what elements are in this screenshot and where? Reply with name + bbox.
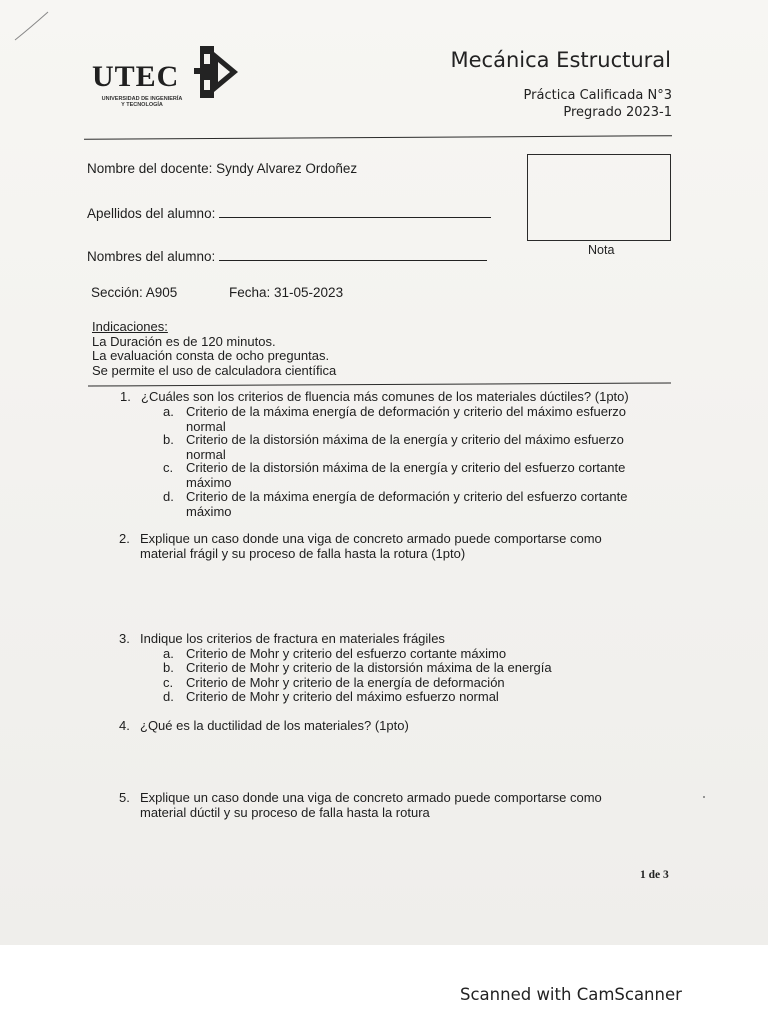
logo-brand: UTEC (92, 60, 180, 93)
header-divider (84, 135, 672, 140)
student-surname-blank[interactable] (219, 205, 491, 218)
logo-subtitle-line1: UNIVERSIDAD DE INGENIERÍA (101, 96, 183, 102)
logo-subtitle-line2: Y TECNOLOGÍA (121, 102, 163, 108)
option-text: Criterio de Mohr y criterio del máximo esfuerzo normal (186, 689, 499, 704)
option-text-cont: normal (186, 418, 226, 434)
question-number: 4. (119, 718, 130, 733)
option-3d[interactable] (163, 689, 499, 705)
option-text-cont: máximo (186, 503, 232, 519)
indications (92, 320, 336, 378)
exam-info (524, 87, 672, 121)
exam-name: Práctica Calificada N°3 (523, 88, 672, 103)
option-letter: c. (163, 460, 174, 475)
student-surname-field[interactable] (87, 205, 491, 221)
student-name-blank[interactable] (219, 248, 487, 261)
option-1d[interactable] (163, 489, 628, 519)
option-text: Criterio de Mohr y criterio de la energía de deformación (186, 675, 505, 690)
camscanner-watermark: Scanned with CamScanner (460, 985, 682, 1004)
option-text: Criterio de la máxima energía de deformación y criterio del esfuerzo cortante (186, 489, 628, 504)
question-text: ¿Qué es la ductilidad de los materiales? (1pto) (140, 718, 409, 733)
question-number: 2. (119, 531, 130, 546)
option-text-cont: normal (186, 446, 226, 462)
scan-speck (703, 796, 705, 798)
option-1a[interactable] (163, 404, 627, 434)
option-text: Criterio de Mohr y criterio del esfuerzo cortante máximo (186, 646, 507, 661)
indications-divider (88, 382, 671, 386)
teacher-name: Nombre del docente: Syndy Alvarez Ordoñez (87, 161, 358, 176)
option-text: Criterio de Mohr y criterio de la distorsión máxima de la energía (186, 660, 552, 675)
indication-line: La evaluación consta de ocho preguntas. (92, 348, 330, 363)
pencil-stroke-mark (12, 10, 52, 50)
grade-box[interactable] (527, 154, 671, 241)
question-text-cont: material dúctil y su proceso de falla hasta la rotura (140, 804, 430, 820)
question-text: Explique un caso donde una viga de concreto armado puede comportarse como (140, 531, 602, 546)
question-5 (119, 790, 602, 820)
question-3 (119, 631, 445, 647)
student-name-label: Nombres del alumno: (87, 249, 216, 264)
indication-line: La Duración es de 120 minutos. (92, 333, 276, 349)
question-text-cont: material frágil y su proceso de falla hasta la rotura (1pto) (140, 545, 466, 561)
option-letter: a. (163, 404, 174, 419)
option-text-cont: máximo (186, 474, 232, 490)
utec-emblem-icon (192, 44, 242, 100)
grade-label: Nota (588, 243, 615, 257)
option-text: Criterio de la máxima energía de deformación y criterio del máximo esfuerzo (186, 404, 627, 419)
option-3b[interactable] (163, 660, 552, 676)
exam-term: Pregrado 2023-1 (563, 105, 672, 120)
option-1b[interactable] (163, 432, 624, 462)
option-letter: b. (163, 660, 174, 675)
logo-subtitle (94, 96, 190, 108)
question-number: 5. (119, 790, 130, 805)
option-letter: a. (163, 646, 174, 661)
student-name-field[interactable] (87, 248, 487, 264)
indications-title: Indicaciones: (92, 319, 168, 334)
indication-line: Se permite el uso de calculadora científica (92, 362, 337, 378)
option-text: Criterio de la distorsión máxima de la energía y criterio del esfuerzo cortante (186, 460, 626, 475)
student-surname-label: Apellidos del alumno: (87, 206, 216, 221)
section-info: Sección: A905 (91, 285, 178, 300)
option-text: Criterio de la distorsión máxima de la energía y criterio del máximo esfuerzo (186, 432, 624, 447)
question-number: 1. (120, 389, 131, 404)
question-number: 3. (119, 631, 130, 646)
utec-logo (92, 44, 244, 120)
option-letter: d. (163, 489, 174, 504)
option-1c[interactable] (163, 460, 626, 490)
exam-date: Fecha: 31-05-2023 (229, 285, 344, 300)
question-text: Indique los criterios de fractura en materiales frágiles (140, 631, 445, 646)
page-number: 1 de 3 (640, 869, 669, 881)
course-title: Mecánica Estructural (450, 48, 671, 72)
option-letter: b. (163, 432, 174, 447)
option-letter: c. (163, 675, 174, 690)
question-text: Explique un caso donde una viga de concreto armado puede comportarse como (140, 790, 602, 805)
question-2 (119, 531, 602, 561)
question-text: ¿Cuáles son los criterios de fluencia más comunes de los materiales dúctiles? (1pto) (141, 389, 629, 404)
question-4 (119, 718, 409, 734)
option-letter: d. (163, 689, 174, 704)
question-1 (120, 389, 629, 405)
